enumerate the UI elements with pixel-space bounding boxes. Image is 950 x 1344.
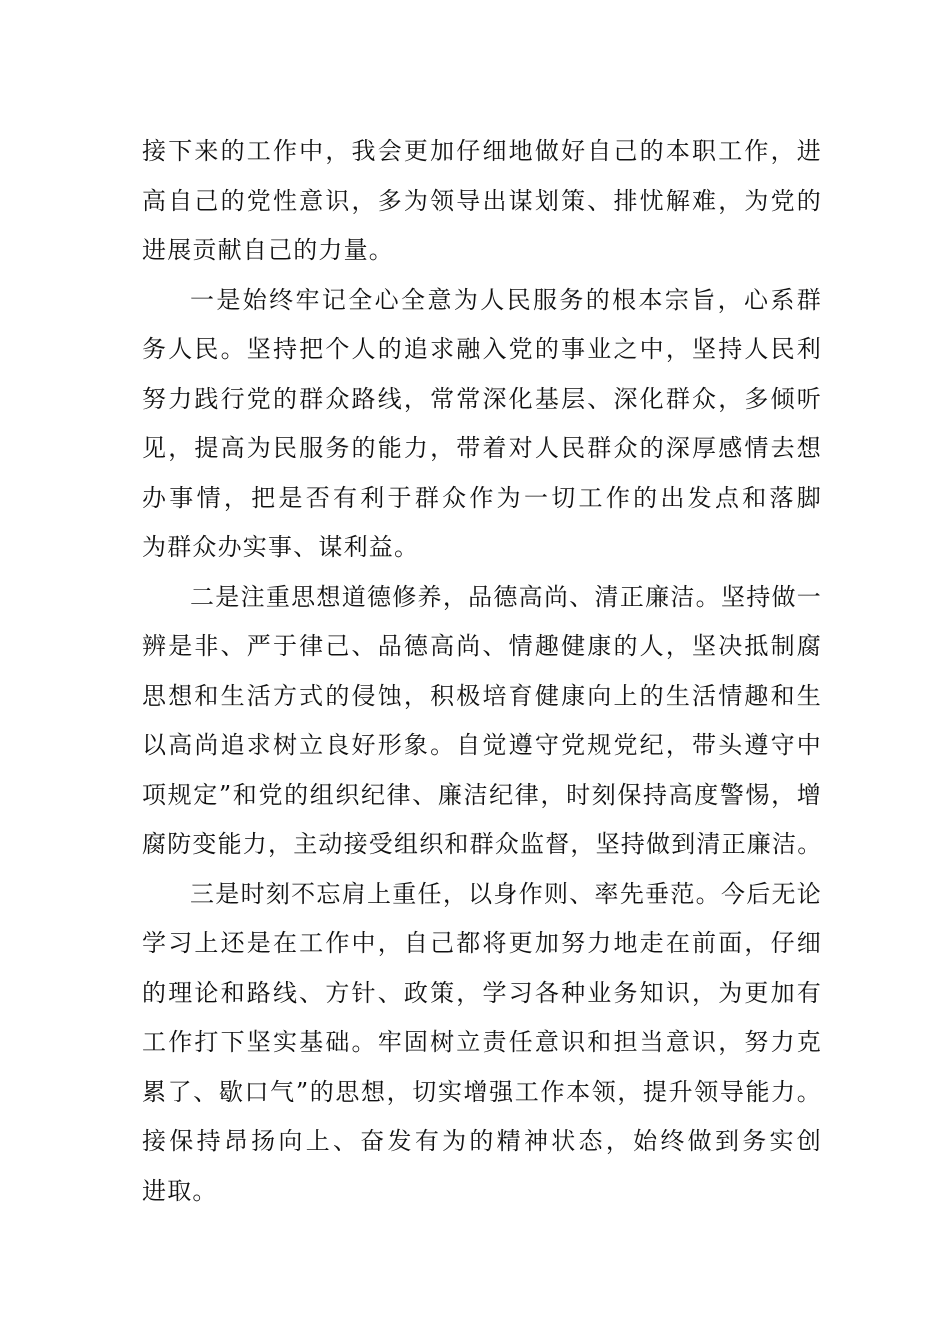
text-line: 进展贡献自己的力量。 xyxy=(142,236,394,264)
text-line: 接下来的工作中，我会更加仔细地做好自己的本职工作，进 xyxy=(142,137,822,165)
text-line: 接保持昂扬向上、奋发有为的精神状态，始终做到务实创 xyxy=(142,1127,822,1155)
text-line: 办事情，把是否有利于群众作为一切工作的出发点和落脚 xyxy=(142,483,822,512)
text-line: 高自己的党性意识，多为领导出谋划策、排忧解难，为党的 xyxy=(142,186,822,215)
paragraph-one-start: 一是始终牢记全心全意为人民服务的根本宗旨，心系群 xyxy=(190,285,822,314)
text-line: 的理论和路线、方针、政策，学习各种业务知识，为更加有 xyxy=(142,978,822,1007)
text-line: 腐防变能力，主动接受组织和群众监督，坚持做到清正廉洁。 xyxy=(142,830,823,858)
text-line: 辨是非、严于律己、品德高尚、情趣健康的人，坚决抵制腐 xyxy=(142,632,822,660)
text-line: 思想和生活方式的侵蚀，积极培育健康向上的生活情趣和生 xyxy=(142,681,822,710)
text-line: 为群众办实事、谋利益。 xyxy=(142,533,420,561)
paragraph-two-start: 二是注重思想道德修养，品德高尚、清正廉洁。坚持做一 xyxy=(190,582,822,611)
body-text xyxy=(142,127,822,1216)
text-line: 见，提高为民服务的能力，带着对人民群众的深厚感情去想 xyxy=(142,434,822,462)
text-line: 累了、歇口气”的思想，切实增强工作本领，提升领导能力。 xyxy=(142,1077,822,1106)
text-line: 以高尚追求树立良好形象。自觉遵守党规党纪，带头遵守中 xyxy=(142,731,822,759)
text-line: 工作打下坚实基础。牢固树立责任意识和担当意识，努力克 xyxy=(142,1028,822,1056)
text-line: 进取。 xyxy=(142,1176,218,1205)
text-line: 务人民。坚持把个人的追求融入党的事业之中，坚持人民利 xyxy=(142,335,822,363)
text-line: 项规定”和党的组织纪律、廉洁纪律，时刻保持高度警惕，增 xyxy=(142,780,822,809)
text-line: 努力践行党的群众路线，常常深化基层、深化群众，多倾听 xyxy=(142,384,822,413)
paragraph-three-start: 三是时刻不忘肩上重任，以身作则、率先垂范。今后无论 xyxy=(190,879,822,908)
text-line: 学习上还是在工作中，自己都将更加努力地走在前面，仔细 xyxy=(142,929,822,957)
